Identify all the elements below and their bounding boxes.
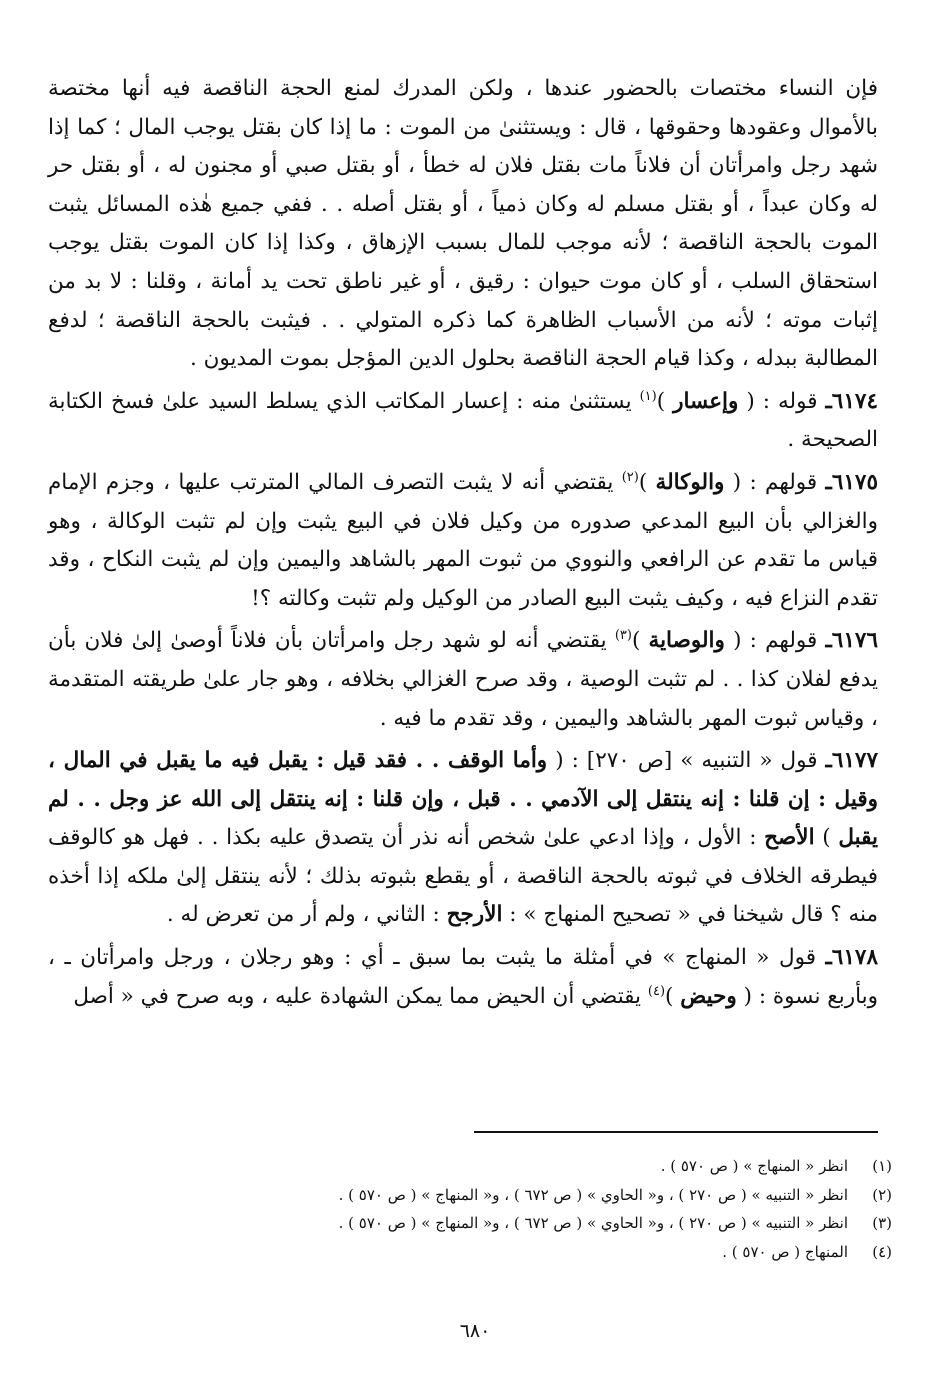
entry-number-6177: ٦١٧٧ـ [825, 748, 879, 774]
paragraph-6175 [48, 464, 878, 618]
footnote-ref-3: (٣) [614, 628, 632, 644]
entry-number-6176: ٦١٧٦ـ [825, 628, 878, 654]
entry-lead-6177: قول « التنبيه » [ص ٢٧٠] : ( [547, 748, 826, 774]
footnote-number: (١) [872, 1157, 892, 1175]
footnote-ref-2: (٢) [621, 469, 639, 485]
footnote-item [60, 1209, 892, 1238]
paragraph-6174 [48, 383, 878, 460]
footnote-number: (٣) [872, 1214, 892, 1232]
footnote-text: انظر « التنبيه » ( ص ٢٧٠ ) ، و« الحاوي » ( ص ٦٧٢ ) ، و« المنهاج » ( ص ٥٧٠ ) . [338, 1185, 848, 1204]
footnotes [60, 1152, 892, 1266]
page-number: ٦٨٠ [459, 1320, 491, 1342]
footnote-ref-1: (١) [639, 388, 657, 404]
entry-close-6177: ) [814, 825, 839, 851]
entry-lead-6174: قوله : ( [738, 388, 826, 414]
entry-close-6174: ) [656, 388, 674, 414]
entry-quote-6177: وأما الوقف . . فقد قيل : يقبل فيه ما يقبل في المال ، وقيل : إن قلنا : إنه ينتقل إلى الآدمي . . قبل ، وإن قلنا : إنه ينتقل إلى الله عز وجل . . لم يقبل [48, 748, 879, 851]
entry-term-6178: وحيض [680, 983, 737, 1009]
footnote-item [60, 1181, 892, 1210]
entry-number-6178: ٦١٧٨ـ [825, 945, 878, 971]
footnote-text: انظر « التنبيه » ( ص ٢٧٠ ) ، و« الحاوي » ( ص ٦٧٢ ) ، و« المنهاج » ( ص ٥٧٠ ) . [338, 1214, 848, 1232]
footnote-number: (٢) [872, 1185, 892, 1204]
footnote-item [60, 1238, 892, 1267]
intro-text: فإن النساء مختصات بالحضور عندها ، ولكن المدرك لمنع الحجة الناقصة فيه أنها مختصة بالأموال وعقودها وحقوقها ، قال : ويستثنىٰ من الموت : ما إذا كان بقتل يوجب المال ؛ كما إذا شهد رجل وامرأتان أن فلاناً مات بقتل فلان له خطأ ، أو بقتل صبي أو مجنون له ، أو بقتل حر له وكان عبداً ، أو بقتل مسلم له وكان ذمياً ، أو بقتل أصله . . ففي جميع هٰذه المسائل يثبت الموت بالحجة الناقصة ؛ لأنه موجب للمال بسبب الإزهاق ، وكذا إذا كان الموت بقتل يوجب استحقاق السلب ، أو كان موت حيوان : رقيق ، أو غير ناطق تحت يد أمانة ، وقلنا : لا بد من إثبات موته ؛ لأنه من الأسباب الظاهرة كما ذكره المتولي . . فيثبت بالحجة الناقصة ؛ لدفع المطالبة ببدله ، وكذا قيام الحجة الناقصة بحلول الدين المؤجل بموت المديون . [48, 76, 878, 372]
entry-term-6176: والوصاية [648, 628, 725, 654]
entry-mid-6177: : الأول ، وإذا ادعي علىٰ شخص أنه نذر أن يتصدق عليه بكذا . . فهل هو كالوقف فيطرقه الخلاف في ثبوته بالحجة الناقصة ، أو يقطع بثبوته بذلك ؛ لأنه ينتقل إلىٰ ملكه إذا أخذه منه ؟ قال شيخنا في « تصحيح المنهاج » : [48, 825, 878, 928]
entry-term-asahh: الأصح [764, 825, 815, 851]
entry-text-6176: يقتضي أنه لو شهد رجل وامرأتان بأن فلاناً أوصىٰ إلىٰ فلان بأن يدفع لفلان كذا . . لم تثبت الوصية ، وقد صرح الغزالي بخلافه ، وهو جار علىٰ طريقته المتقدمة ، وقياس ثبوت المهر بالشاهد واليمين ، وقد تقدم ما فيه . [48, 628, 878, 731]
entry-text-6174: يستثنىٰ منه : إعسار المكاتب الذي يسلط السيد علىٰ فسخ الكتابة الصحيحة . [48, 388, 878, 453]
paragraph-6178 [48, 939, 878, 1016]
entry-close-6175: ) [638, 469, 656, 495]
entry-number-6175: ٦١٧٥ـ [825, 469, 879, 495]
entry-text-6178: يقتضي أن الحيض مما يمكن الشهادة عليه ، وبه صرح في « أصل [73, 983, 648, 1009]
footnote-separator [474, 1131, 878, 1133]
entry-close-6178: ) [665, 983, 681, 1009]
paragraph-6177 [48, 742, 878, 935]
footnote-ref-4: (٤) [647, 983, 666, 999]
footnote-number: (٤) [872, 1242, 892, 1261]
entry-lead-6178: قول « المنهاج » في أمثلة ما يثبت بما سبق ـ أي : وهو رجلان ، ورجل وامرأتان ـ ، وبأربع نسوة : ( [48, 945, 878, 1009]
page-body [48, 70, 878, 1016]
entry-term-6174: وإعسار [673, 388, 739, 414]
entry-lead-6176: قولهم : ( [724, 628, 826, 654]
entry-close-6176: ) [631, 628, 649, 654]
entry-term-arjah: الأرجح [446, 902, 503, 928]
footnote-text: المنهاج ( ص ٥٧٠ ) . [722, 1242, 848, 1261]
footnote-text: انظر « المنهاج » ( ص ٥٧٠ ) . [660, 1157, 848, 1175]
main-text [48, 70, 878, 1016]
entry-term-6175: والوكالة [655, 469, 725, 495]
entry-lead-6175: قولهم : ( [724, 469, 826, 495]
intro-paragraph [48, 70, 878, 379]
paragraph-6176 [48, 622, 878, 738]
footnote-item [60, 1152, 892, 1181]
entry-number-6174: ٦١٧٤ـ [825, 388, 878, 414]
entry-text-6177: : الثاني ، ولم أر من تعرض له . [166, 902, 447, 928]
entry-text-6175: يقتضي أنه لا يثبت التصرف المالي المترتب عليها ، وجزم الإمام والغزالي بأن البيع المدعي صدوره من وكيل فلان في البيع يثبت وإن لم تثبت الوكالة ، وهو قياس ما تقدم عن الرافعي والنووي من ثبوت المهر بالشاهد واليمين وإن لم يثبت النكاح ، وقد تقدم النزاع فيه ، وكيف يثبت البيع الصادر من الوكيل ولم تثبت وكالته ؟! [48, 469, 878, 611]
